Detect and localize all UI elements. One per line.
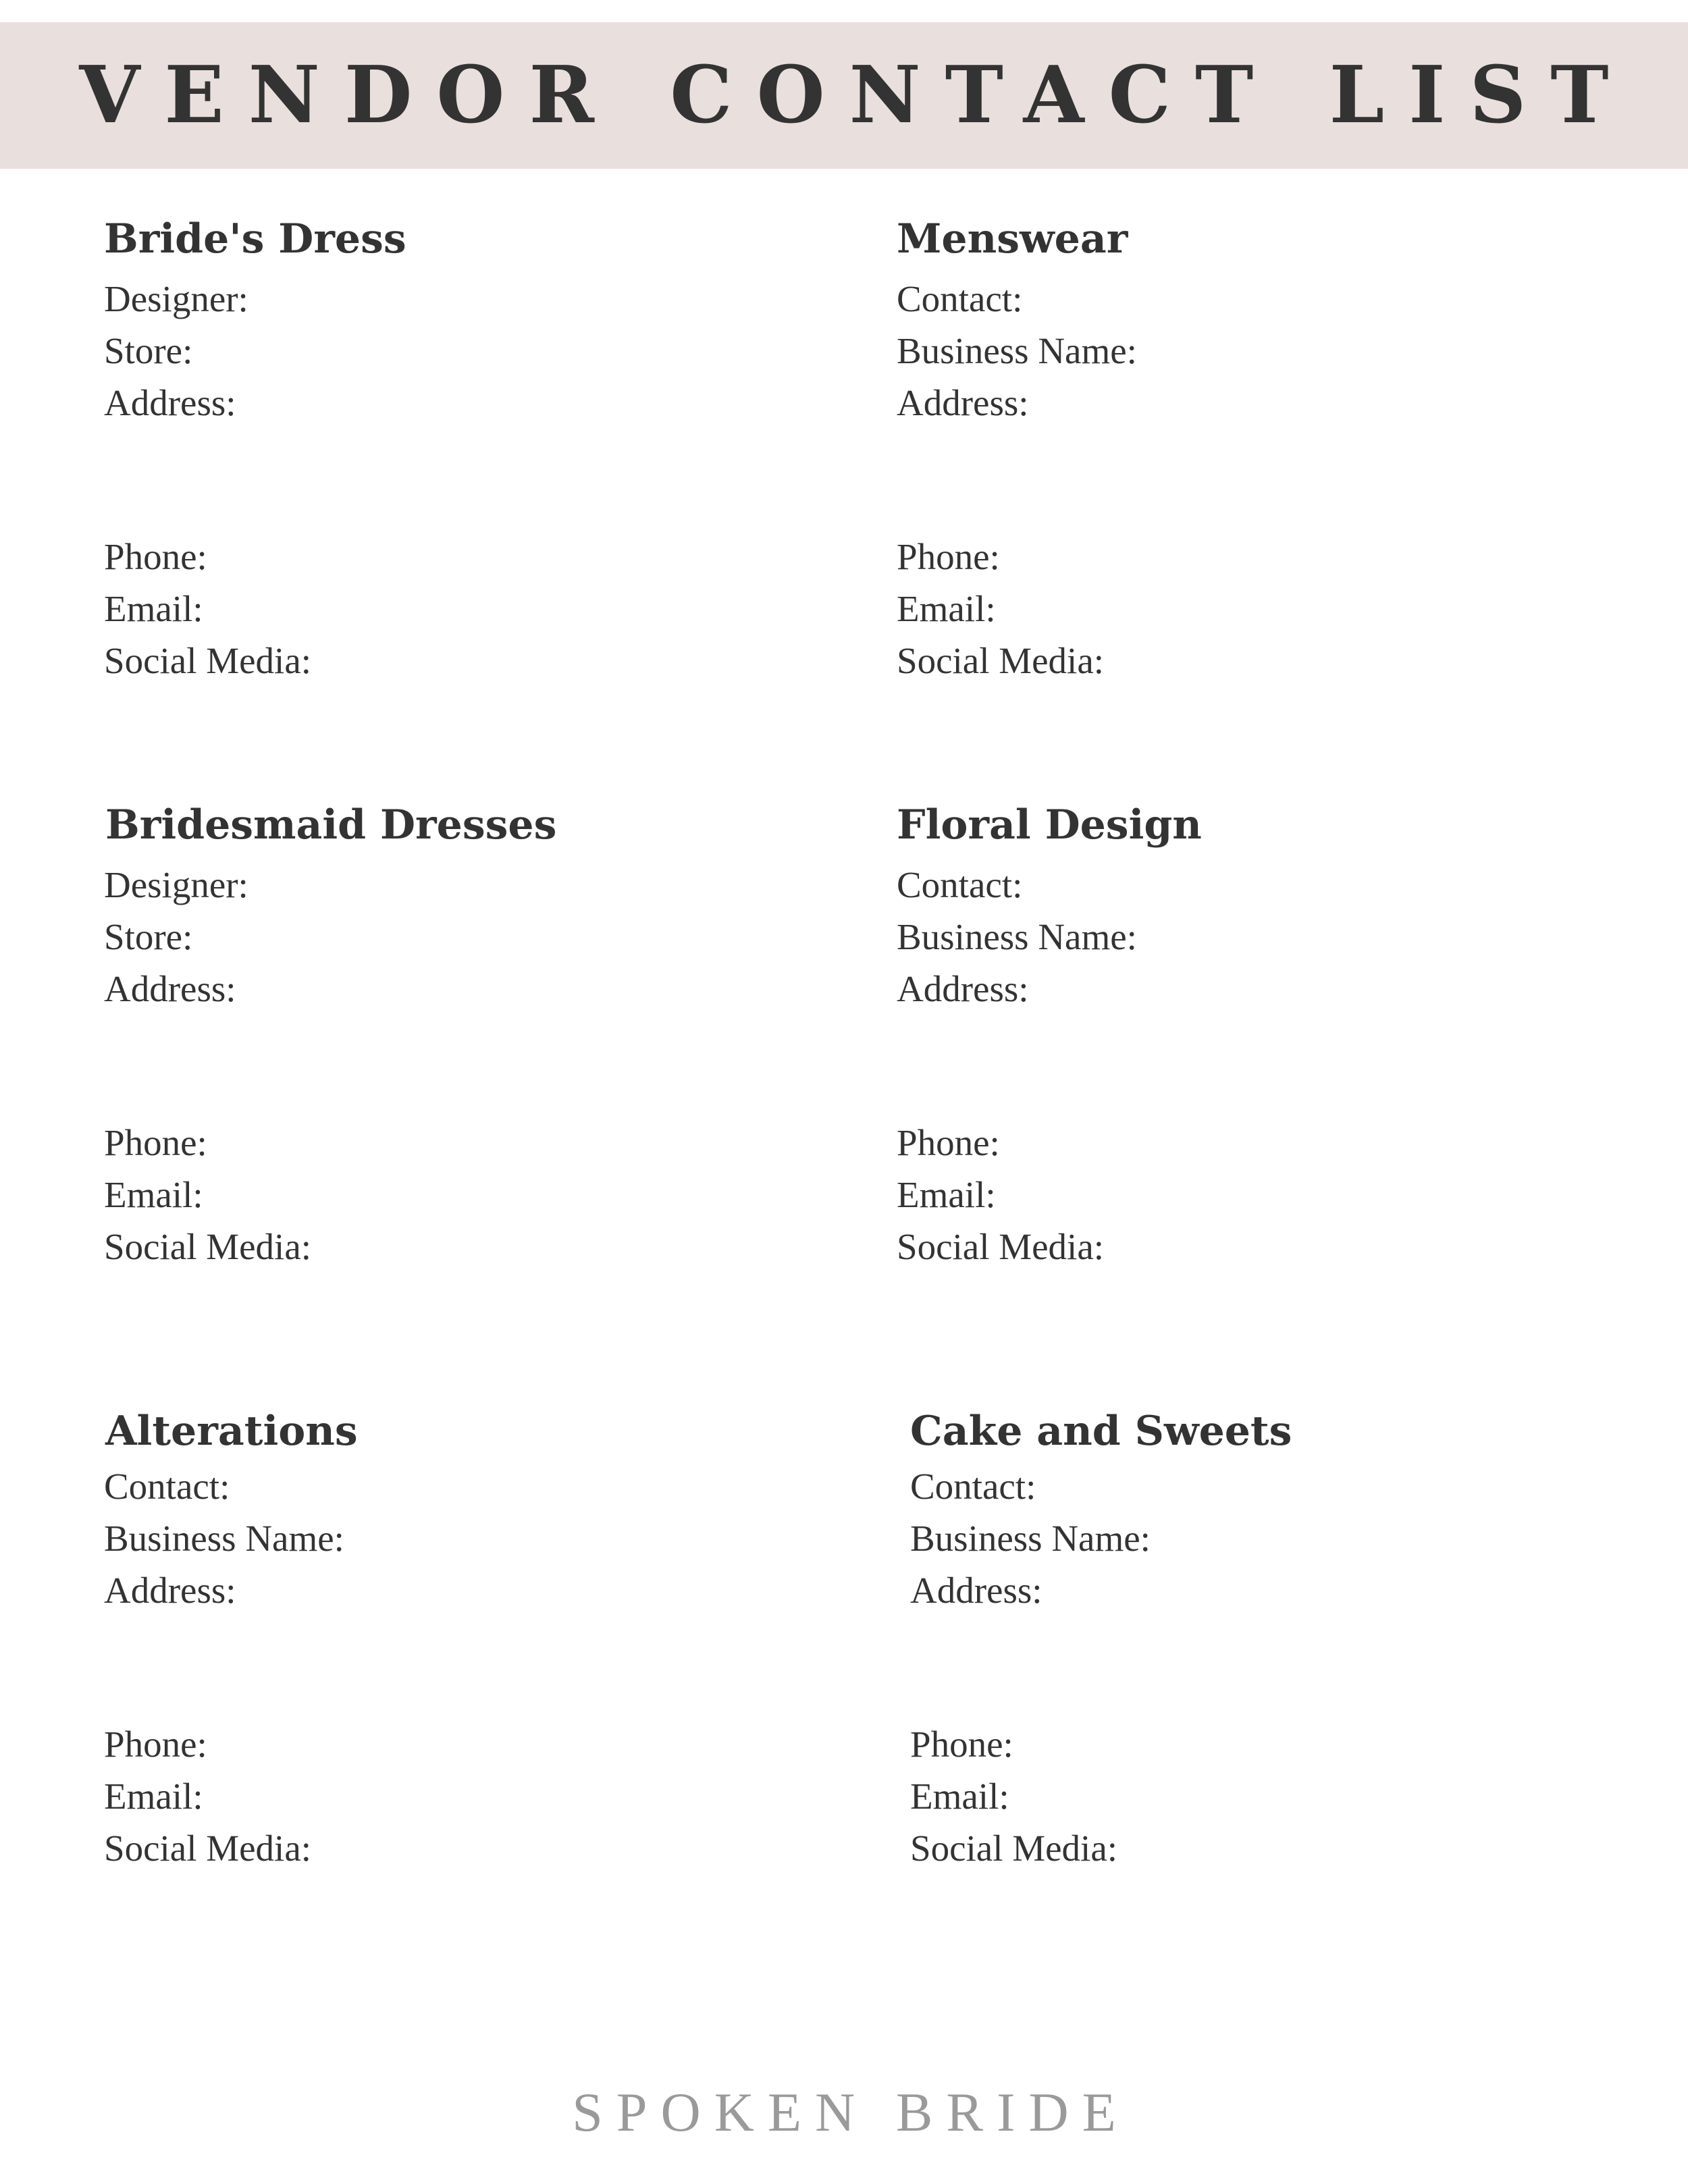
section-heading: Floral Design bbox=[897, 801, 1202, 849]
field-label-phone: Phone: bbox=[910, 1724, 1013, 1765]
field-label-address: Address: bbox=[910, 1570, 1043, 1611]
field-label-business-name: Business Name: bbox=[104, 1518, 344, 1559]
field-label-email: Email: bbox=[104, 588, 203, 629]
field-label-social-media: Social Media: bbox=[104, 1226, 312, 1267]
section-floral-design bbox=[897, 798, 1606, 1352]
field-label-phone: Phone: bbox=[897, 1122, 1000, 1163]
field-label-contact: Contact: bbox=[910, 1466, 1036, 1507]
field-label-phone: Phone: bbox=[104, 1122, 207, 1163]
field-label-address: Address: bbox=[104, 1570, 236, 1611]
page-title: VENDOR CONTACT LIST bbox=[79, 49, 1633, 141]
field-label-store: Store: bbox=[104, 330, 193, 371]
footer-brand-logo: SPOKEN BRIDE bbox=[572, 2081, 1130, 2143]
field-label-business-name: Business Name: bbox=[897, 330, 1137, 371]
field-label-designer: Designer: bbox=[104, 278, 248, 319]
field-label-contact: Contact: bbox=[897, 864, 1023, 905]
section-heading: Bride's Dress bbox=[104, 215, 406, 263]
field-label-phone: Phone: bbox=[897, 536, 1000, 577]
section-menswear bbox=[897, 212, 1606, 766]
field-label-email: Email: bbox=[910, 1776, 1009, 1817]
field-label-contact: Contact: bbox=[897, 278, 1023, 319]
field-label-address: Address: bbox=[897, 382, 1029, 423]
field-label-social-media: Social Media: bbox=[897, 1226, 1105, 1267]
field-label-email: Email: bbox=[104, 1776, 203, 1817]
field-label-phone: Phone: bbox=[104, 1724, 207, 1765]
field-label-contact: Contact: bbox=[104, 1466, 230, 1507]
section-heading: Cake and Sweets bbox=[910, 1408, 1292, 1455]
section-alterations bbox=[105, 1404, 814, 1958]
field-label-store: Store: bbox=[104, 916, 193, 957]
title-banner bbox=[0, 22, 1688, 169]
section-heading: Alterations bbox=[105, 1408, 358, 1455]
field-label-social-media: Social Media: bbox=[104, 1828, 312, 1869]
section-heading: Menswear bbox=[897, 215, 1128, 263]
field-label-designer: Designer: bbox=[104, 864, 248, 905]
field-label-business-name: Business Name: bbox=[897, 916, 1137, 957]
field-label-social-media: Social Media: bbox=[897, 640, 1105, 681]
section-bridesmaid-dresses bbox=[105, 798, 814, 1352]
field-label-social-media: Social Media: bbox=[910, 1828, 1118, 1869]
section-heading: Bridesmaid Dresses bbox=[105, 801, 557, 849]
section-cake-and-sweets bbox=[910, 1404, 1619, 1958]
field-label-email: Email: bbox=[104, 1174, 203, 1215]
field-label-email: Email: bbox=[897, 1174, 996, 1215]
field-label-business-name: Business Name: bbox=[910, 1518, 1151, 1559]
field-label-address: Address: bbox=[897, 968, 1029, 1009]
field-label-phone: Phone: bbox=[104, 536, 207, 577]
section-brides-dress bbox=[104, 212, 813, 766]
field-label-address: Address: bbox=[104, 968, 236, 1009]
field-label-social-media: Social Media: bbox=[104, 640, 312, 681]
field-label-email: Email: bbox=[897, 588, 996, 629]
field-label-address: Address: bbox=[104, 382, 236, 423]
